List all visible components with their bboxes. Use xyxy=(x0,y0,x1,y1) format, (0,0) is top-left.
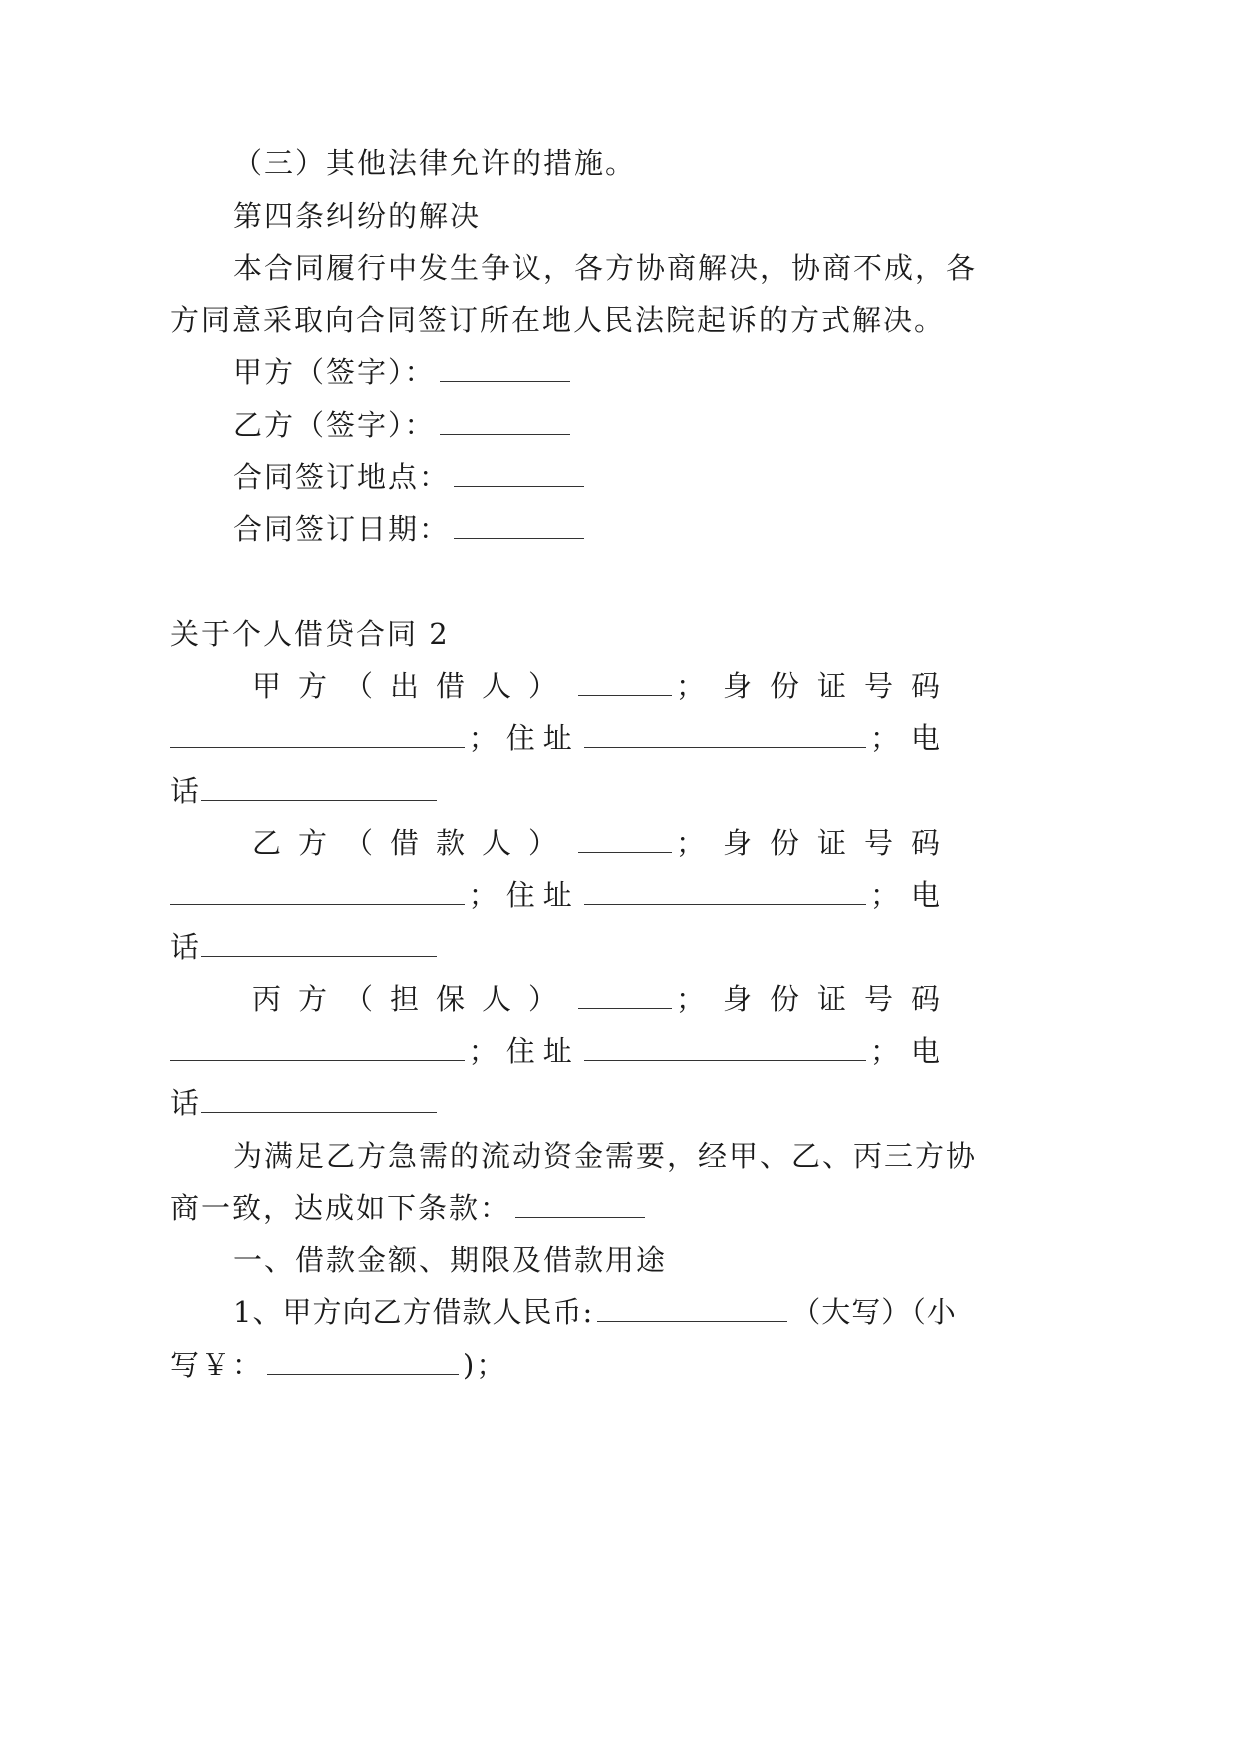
party-a-address-blank xyxy=(584,721,866,748)
party-a-row-1 xyxy=(252,666,958,706)
party-b-name-blank xyxy=(578,826,672,853)
intro-line-1: 为满足乙方急需的流动资金需要，经甲、乙、丙三方协 xyxy=(233,1139,978,1173)
clause-1-item-1 xyxy=(233,1292,957,1332)
item-3-text: （三）其他法律允许的措施。 xyxy=(233,146,637,180)
sign-party-b xyxy=(233,405,574,445)
party-c-id-blank xyxy=(170,1034,465,1061)
party-c-label: 丙方（担保人） xyxy=(252,982,575,1016)
party-c-row-1 xyxy=(252,979,958,1019)
party-a-id-label: ；身份证号码 xyxy=(675,669,958,703)
party-b-row-1 xyxy=(252,823,958,863)
party-c-name-blank xyxy=(578,982,672,1009)
clause-1-item-1-label: 1、甲方向乙方借款人民币: xyxy=(233,1295,594,1329)
party-a-row-3 xyxy=(170,771,441,811)
intro-blank xyxy=(515,1191,645,1218)
clause-1-item-1-lowercase-label: 写￥： xyxy=(170,1348,264,1382)
party-a-label: 甲方（出借人） xyxy=(252,669,575,703)
party-c-phone-blank xyxy=(201,1086,437,1113)
party-a-row-2 xyxy=(170,718,952,758)
party-c-address-label: ；住址 xyxy=(468,1034,580,1068)
sign-place-label: 合同签订地点： xyxy=(233,460,451,494)
intro-line-2 xyxy=(170,1188,649,1228)
party-a-address-label: ；住址 xyxy=(468,721,580,755)
party-b-row-3 xyxy=(170,927,441,967)
party-c-row-3 xyxy=(170,1083,441,1123)
party-c-id-label: ；身份证号码 xyxy=(675,982,958,1016)
article-4-line-1: 本合同履行中发生争议，各方协商解决，协商不成，各 xyxy=(233,251,978,285)
clause-1-item-1-suffix: （大写）（小 xyxy=(791,1295,957,1329)
party-c-phone-tail: ；电 xyxy=(869,1034,952,1068)
party-b-address-label: ；住址 xyxy=(468,878,580,912)
sign-party-b-label: 乙方（签字）： xyxy=(233,408,436,442)
party-a-phone-tail: ；电 xyxy=(869,721,952,755)
sign-date-label: 合同签订日期： xyxy=(233,512,451,546)
party-b-phone-head: 话 xyxy=(170,930,202,964)
party-b-row-2 xyxy=(170,875,952,915)
contract-2-title: 关于个人借贷合同 2 xyxy=(170,617,450,651)
clause-1-title: 一、借款金额、期限及借款用途 xyxy=(233,1243,668,1277)
amount-uppercase-blank xyxy=(597,1295,787,1322)
party-b-address-blank xyxy=(584,878,866,905)
party-b-label: 乙方（借款人） xyxy=(252,826,575,860)
party-b-phone-tail: ；电 xyxy=(869,878,952,912)
party-b-id-label: ；身份证号码 xyxy=(675,826,958,860)
sign-party-a xyxy=(233,352,574,392)
party-c-row-2 xyxy=(170,1031,952,1071)
party-a-id-blank xyxy=(170,721,465,748)
party-c-address-blank xyxy=(584,1034,866,1061)
sign-party-a-blank xyxy=(440,355,570,382)
sign-place xyxy=(233,457,588,497)
sign-date xyxy=(233,509,588,549)
intro-line-2-text: 商一致，达成如下条款： xyxy=(170,1191,512,1225)
party-a-phone-head: 话 xyxy=(170,774,202,808)
sign-place-blank xyxy=(454,460,584,487)
sign-date-blank xyxy=(454,512,584,539)
article-4-line-2: 方同意采取向合同签订所在地人民法院起诉的方式解决。 xyxy=(170,303,946,337)
party-a-phone-blank xyxy=(201,774,437,801)
sign-party-b-blank xyxy=(440,408,570,435)
party-c-phone-head: 话 xyxy=(170,1086,202,1120)
party-b-phone-blank xyxy=(201,930,437,957)
amount-lowercase-blank xyxy=(267,1348,459,1375)
clause-1-item-1-end: )； xyxy=(463,1348,508,1382)
sign-party-a-label: 甲方（签字）： xyxy=(233,355,436,389)
party-a-name-blank xyxy=(578,669,672,696)
party-b-id-blank xyxy=(170,878,465,905)
article-4-title: 第四条纠纷的解决 xyxy=(233,199,482,233)
clause-1-item-1-cont xyxy=(170,1345,507,1385)
